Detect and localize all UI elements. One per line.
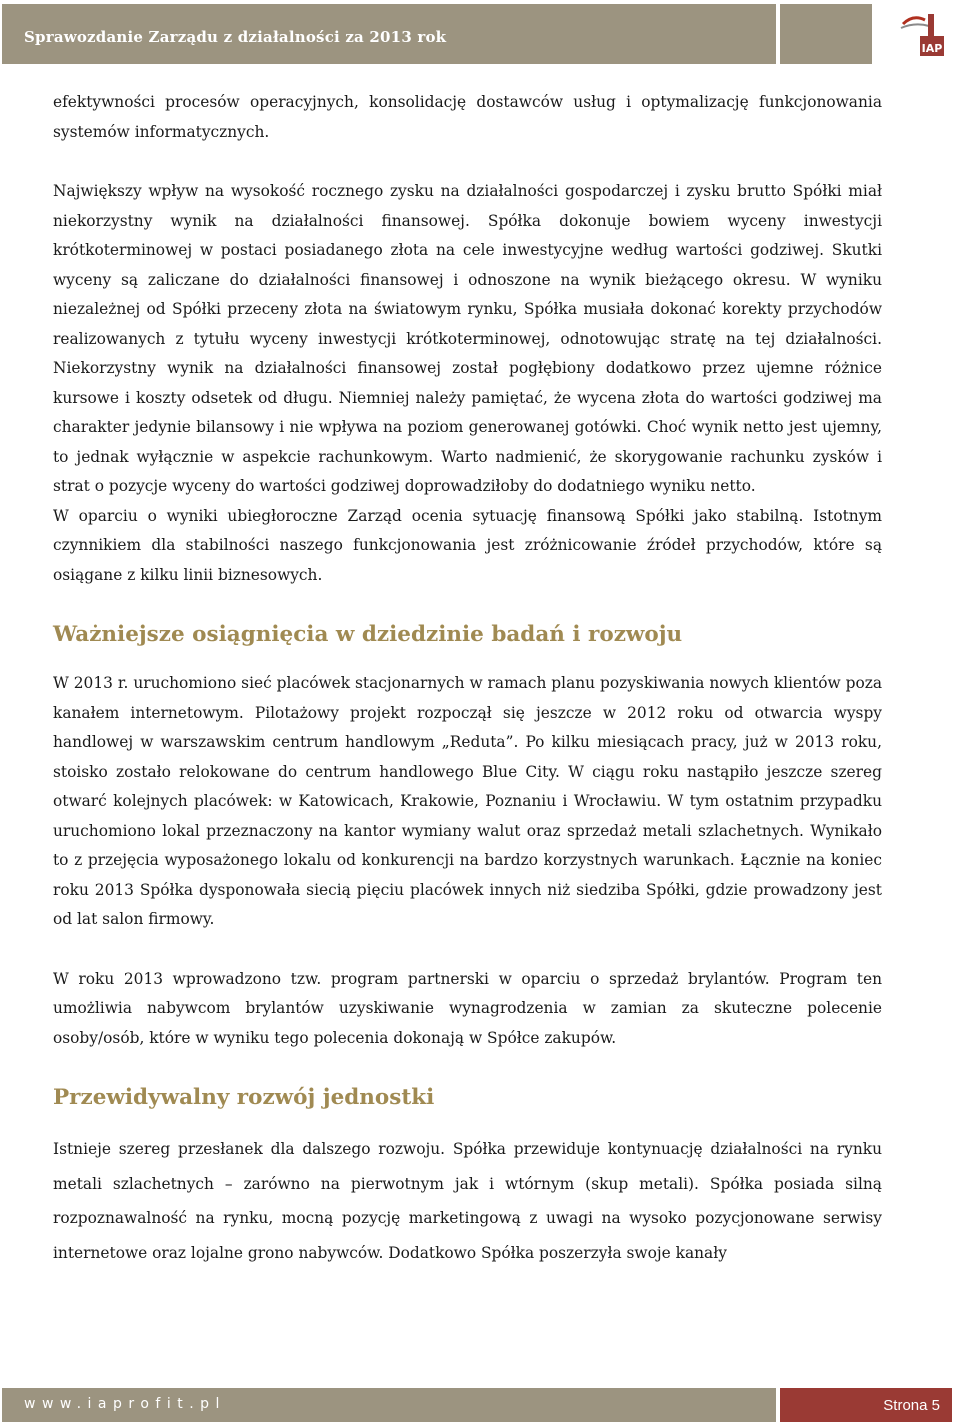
paragraph-2: Największy wpływ na wysokość rocznego zysku na działalności gospodarczej i zysku brutto Spółki miał niekorzystny wynik na działalności finansowej. Spółka dokonuje bowiem wyceny inwestycji krótkoterminowej w postaci posiadanego złota na cele inwestycyjne według wartości godziwej. Skutki wyceny są zaliczane do działalności finansowej i odnoszone na wynik bieżącego okresu. W wyniku niezależnej od Spółki przeceny złota na światowym rynku, Spółka musiała dokonać korekty przychodów realizowanych z tytułu wyceny inwestycji krótkoterminowej, odnotowując stratę na tej działalności. Niekorzystny wynik na działalności finansowej został pogłębiony dodatkowo przez ujemne różnice kursowe i koszty odsetek od długu. Niemniej należy pamiętać, że wycena złota do wartości godziwej ma charakter jedynie bilansowy i nie wpływa na poziom generowanej gotówki. Choć wynik netto jest ujemny, to jednak wyłącznie w aspekcie rachunkowym. Warto nadmienić, że skorygowanie rachunku zysków i strat o pozycje wyceny do wartości godziwej doprowadziłoby do dodatniego wyniku netto. [53,182,882,495]
document-body [53,88,882,1270]
document-title: Sprawozdanie Zarządu z działalności za 2013 rok [24,28,447,46]
paragraph-4: W 2013 r. uruchomiono sieć placówek stacjonarnych w ramach planu pozyskiwania nowych klientów poza kanałem internetowym. Pilotażowy projekt rozpoczął się jeszcze w 2012 roku od otwarcia wyspy handlowej w warszawskim centrum handlowym „Reduta”. Po kilku miesiącach pracy, już w 2013 roku, stoisko zostało relokowane do centrum handlowego Blue City. W ciągu roku nastąpiło jeszcze szereg otwarć kolejnych placówek: w Katowicach, Krakowie, Poznaniu i Wrocławiu. W tym ostatnim przypadku uruchomiono lokal przeznaczony na kantor wymiany walut oraz sprzedaż metali szlachetnych. Wynikało to z przejęcia wyposażonego lokalu od konkurencji na bardzo korzystnych warunkach. Łącznie na koniec roku 2013 Spółka dysponowała siecią pięciu placówek innych niż siedziba Spółki, gdzie prowadzony jest od lat salon firmowy. [53,674,882,928]
header-title-bar [2,4,779,64]
page-footer [0,1386,960,1426]
section-heading-research: Ważniejsze osiągnięcia w dziedzinie badań i rozwoju [53,622,683,647]
paragraph-3: W oparciu o wyniki ubiegłoroczne Zarząd ocenia sytuację finansową Spółki jako stabilną. Istotnym czynnikiem dla stabilności naszego funkcjonowania jest zróżnicowanie źródeł przychodów, które są osiągane z kilku linii biznesowych. [53,506,882,584]
logo-text: IAP [921,42,943,55]
paragraph-5: W roku 2013 wprowadzono tzw. program partnerski w oparciu o sprzedaż brylantów. Program ten umożliwia nabywcom brylantów uzyskiwanie wynagrodzenia w zamian za skuteczne polecenie osoby/osób, które w wyniku tego polecenia dokonają w Spółce zakupów. [53,969,882,1047]
page-number: Strona 5 [883,1397,940,1414]
paragraph-1: efektywności procesów operacyjnych, konsolidację dostawców usług i optymalizację funkcjonowania systemów informatycznych. [53,93,882,141]
footer-url-bar [2,1388,776,1422]
section-heading-development: Przewidywalny rozwój jednostki [53,1085,435,1110]
header-accent-bar [780,4,872,64]
company-logo [895,8,947,60]
paragraph-6: Istnieje szereg przesłanek dla dalszego rozwoju. Spółka przewiduje kontynuację działalności na rynku metali szlachetnych – zarówno na pierwotnym jak i wtórnym (skup metali). Spółka posiada silną rozpoznawalność na rynku, mocną pozycję marketingową z uwagi na wysoko pozycjonowane serwisy internetowe oraz lojalne grono nabywców. Dodatkowo Spółka poszerzyła swoje kanały [53,1140,882,1262]
page-header [0,0,960,72]
website-link[interactable]: www.iaprofit.pl [24,1396,226,1412]
footer-page-bar [780,1388,952,1422]
